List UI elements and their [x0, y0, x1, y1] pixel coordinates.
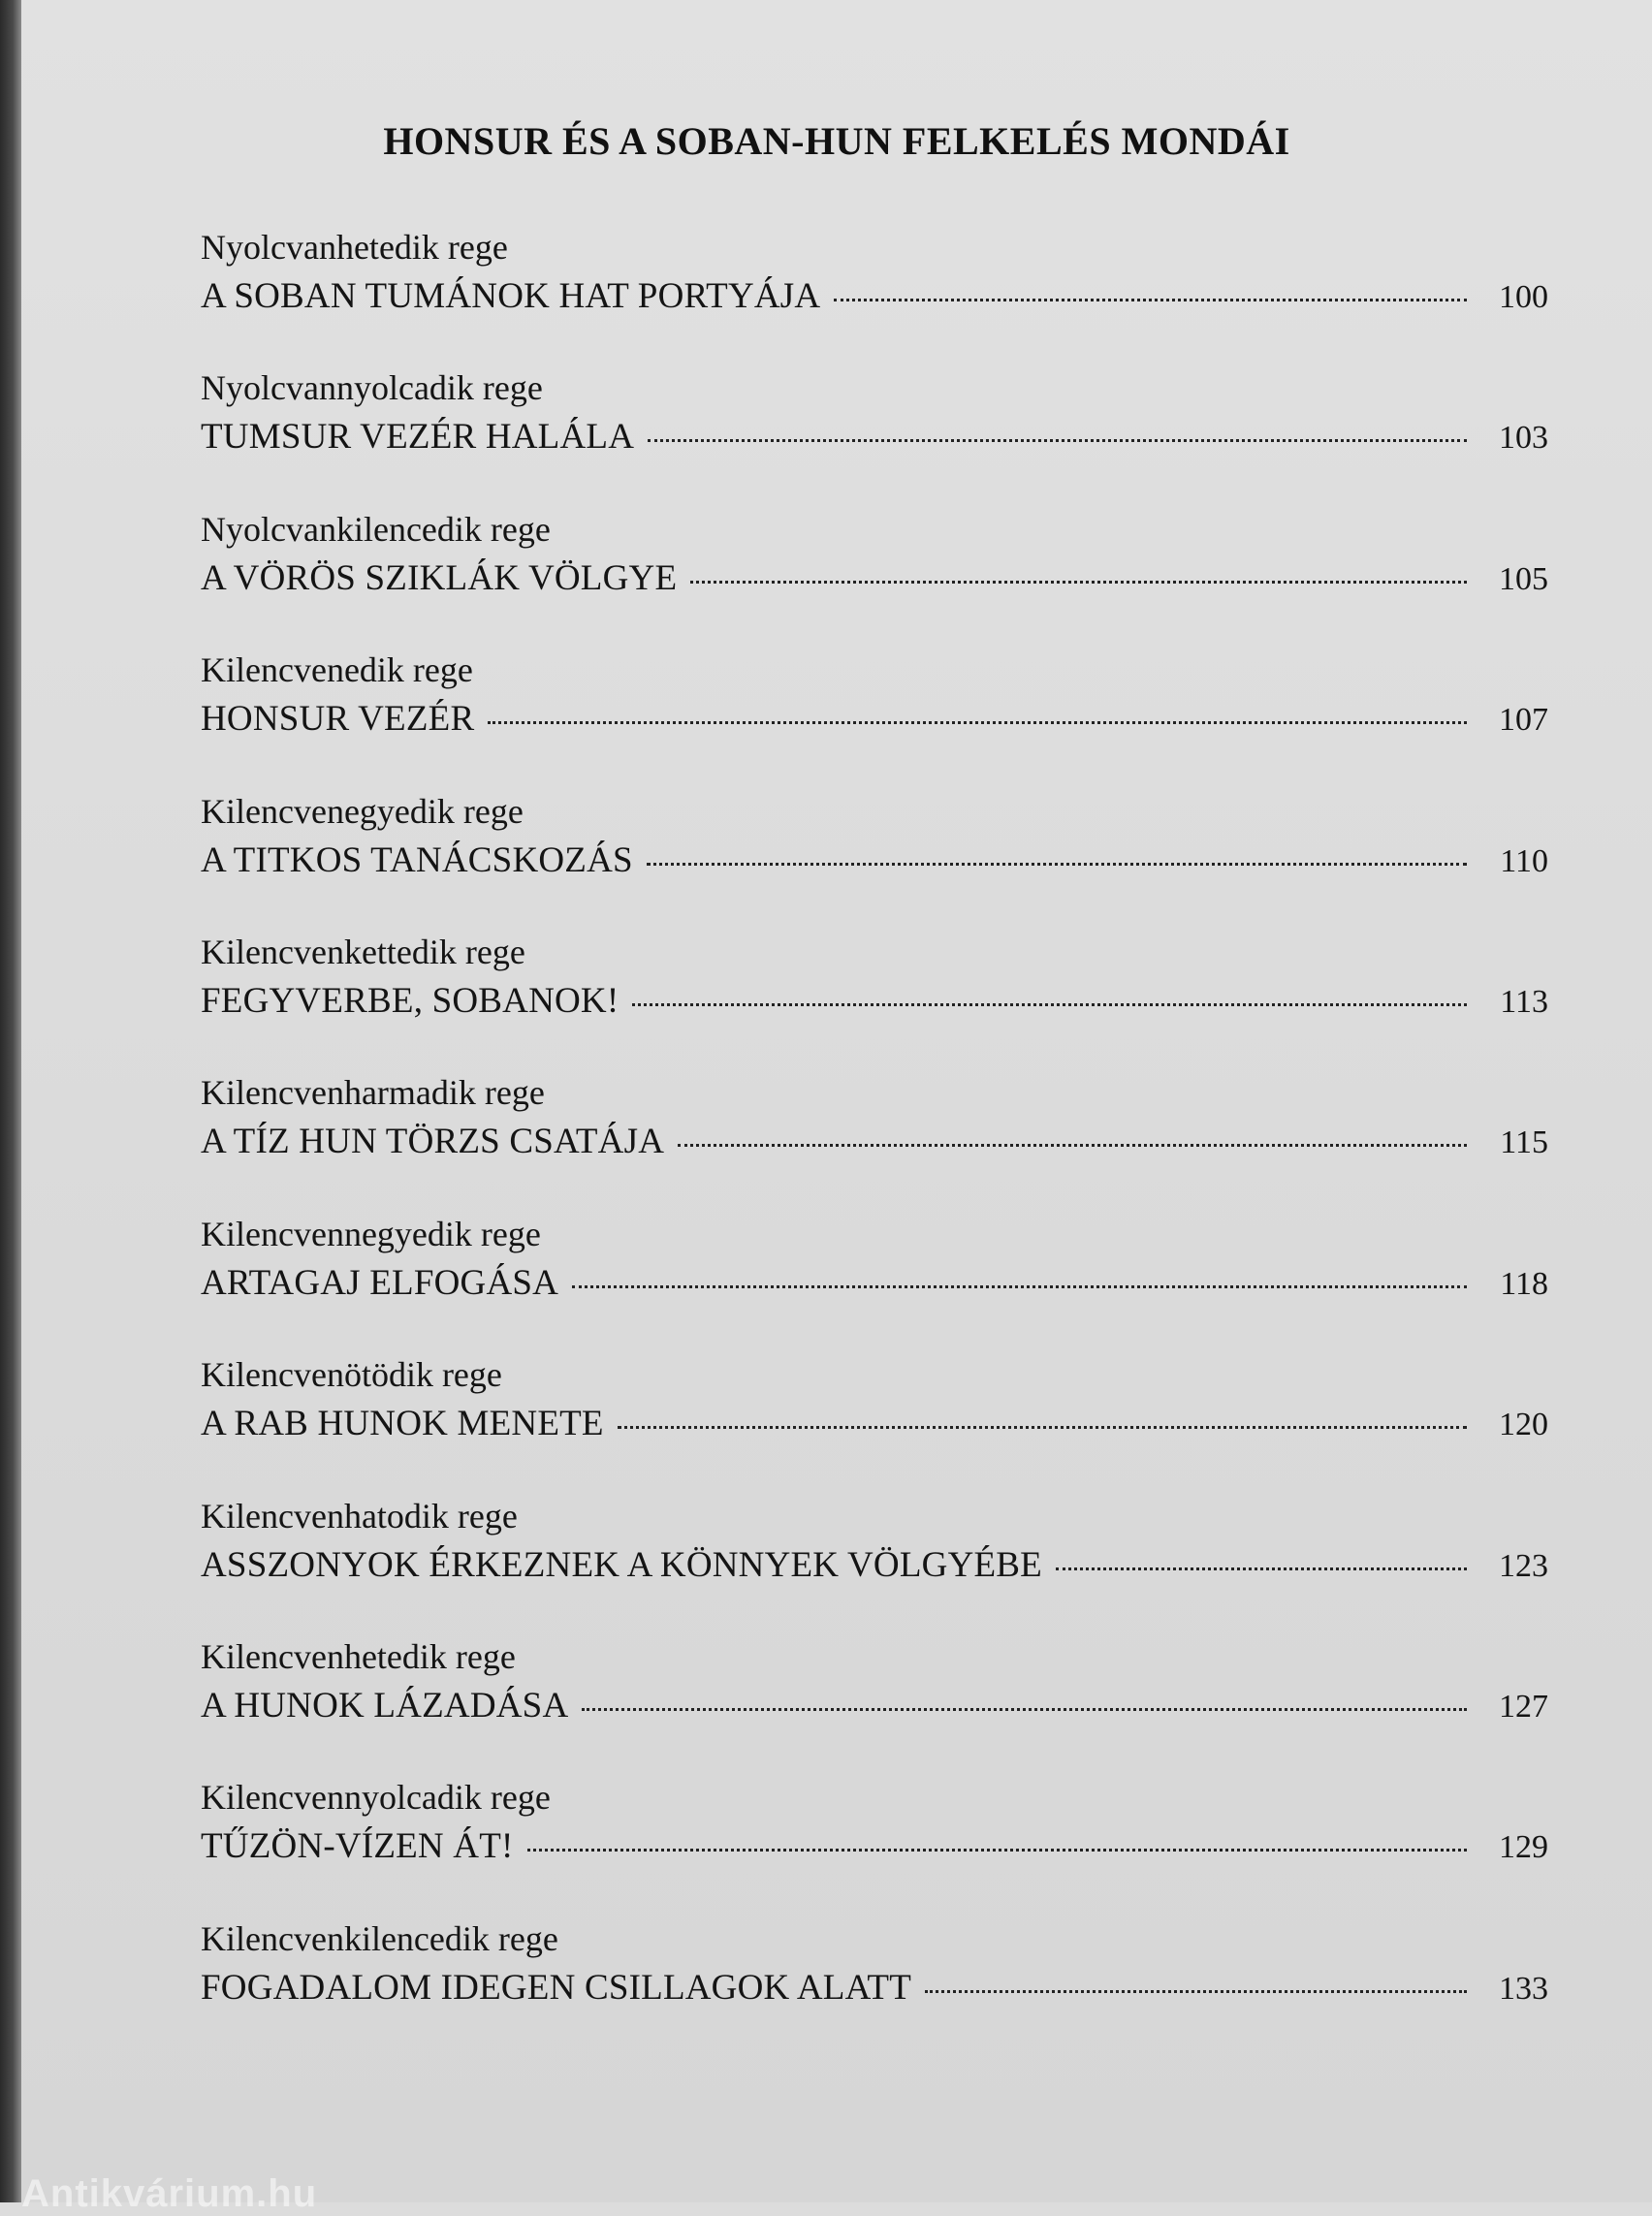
chapter-label: Kilencvenötödik rege [201, 1355, 502, 1395]
dot-leader [925, 1990, 1467, 1993]
table-of-contents [201, 223, 1548, 2055]
chapter-label: Kilencvennyolcadik rege [201, 1778, 551, 1818]
dot-leader [690, 581, 1467, 584]
entry-title-line [201, 1963, 1548, 2013]
toc-entry [201, 1350, 1548, 1491]
dot-leader [632, 1003, 1467, 1006]
entry-title: ARTAGAJ ELFOGÁSA [201, 1262, 559, 1303]
entry-title: A TITKOS TANÁCSKOZÁS [201, 839, 633, 880]
toc-entry [201, 1915, 1548, 2055]
toc-entry [201, 928, 1548, 1068]
entry-title: A RAB HUNOK MENETE [201, 1404, 604, 1444]
page-number: 127 [1499, 1688, 1548, 1725]
entry-title: A HUNOK LÁZADÁSA [201, 1685, 569, 1725]
book-spine-edge [0, 0, 21, 2202]
book-page [21, 0, 1652, 2215]
page-number: 100 [1499, 279, 1548, 315]
page-title: HONSUR ÉS A SOBAN-HUN FELKELÉS MONDÁI [383, 119, 1290, 163]
entry-title: A TÍZ HUN TÖRZS CSATÁJA [201, 1122, 665, 1162]
entry-title: TŰZÖN-VÍZEN ÁT! [201, 1826, 514, 1867]
chapter-label: Nyolcvankilencedik rege [201, 509, 551, 549]
dot-leader [582, 1708, 1467, 1711]
toc-entry [201, 1210, 1548, 1350]
entry-title-line [201, 976, 1548, 1027]
entry-title: FEGYVERBE, SOBANOK! [201, 980, 620, 1021]
dot-leader [834, 299, 1467, 301]
watermark-logo: Antikvárium.hu [21, 2172, 318, 2215]
entry-title-line [201, 1399, 1548, 1449]
toc-entry [201, 1632, 1548, 1773]
page-number: 118 [1500, 1265, 1548, 1302]
entry-title-line [201, 271, 1548, 322]
dot-leader [647, 863, 1467, 866]
entry-title-line [201, 554, 1548, 604]
entry-title: TUMSUR VEZÉR HALÁLA [201, 417, 635, 458]
page-number: 107 [1499, 702, 1548, 739]
entry-title-line [201, 1681, 1548, 1731]
toc-entry [201, 787, 1548, 928]
entry-title: FOGADALOM IDEGEN CSILLAGOK ALATT [201, 1967, 911, 2008]
dot-leader [648, 439, 1467, 442]
entry-title: HONSUR VEZÉR [201, 699, 475, 740]
entry-title-line [201, 1540, 1548, 1591]
page-number: 105 [1499, 560, 1548, 597]
chapter-label: Nyolcvanhetedik rege [201, 228, 508, 267]
page-number: 113 [1500, 983, 1548, 1020]
toc-entry [201, 1773, 1548, 1914]
toc-entry [201, 505, 1548, 646]
dot-leader [527, 1849, 1467, 1852]
dot-leader [1056, 1567, 1467, 1570]
toc-entry [201, 364, 1548, 504]
dot-leader [618, 1426, 1467, 1429]
page-number: 129 [1499, 1829, 1548, 1866]
entry-title-line [201, 1821, 1548, 1872]
entry-title: A SOBAN TUMÁNOK HAT PORTYÁJA [201, 276, 821, 316]
entry-title: A VÖRÖS SZIKLÁK VÖLGYE [201, 557, 678, 598]
chapter-label: Kilencvenkettedik rege [201, 932, 525, 971]
chapter-label: Nyolcvannyolcadik rege [201, 368, 543, 408]
entry-title-line [201, 1258, 1548, 1309]
page-number: 110 [1500, 842, 1548, 879]
page-number: 133 [1499, 1970, 1548, 2007]
page-number: 115 [1500, 1124, 1548, 1161]
chapter-label: Kilencvenedik rege [201, 650, 473, 690]
entry-title-line [201, 694, 1548, 744]
toc-entry [201, 1068, 1548, 1209]
entry-title-line [201, 1117, 1548, 1167]
chapter-label: Kilencvenhetedik rege [201, 1636, 516, 1676]
chapter-label: Kilencvenegyedik rege [201, 791, 524, 831]
entry-title: ASSZONYOK ÉRKEZNEK A KÖNNYEK VÖLGYÉBE [201, 1544, 1042, 1585]
chapter-label: Kilencvenhatodik rege [201, 1496, 518, 1535]
toc-entry [201, 223, 1548, 364]
toc-entry [201, 1492, 1548, 1632]
dot-leader [488, 721, 1467, 724]
chapter-label: Kilencvennegyedik rege [201, 1214, 541, 1253]
page-number: 123 [1499, 1547, 1548, 1584]
page-number: 120 [1499, 1407, 1548, 1443]
dot-leader [572, 1285, 1467, 1288]
entry-title-line [201, 836, 1548, 886]
chapter-label: Kilencvenkilencedik rege [201, 1918, 558, 1958]
chapter-label: Kilencvenharmadik rege [201, 1073, 545, 1113]
dot-leader [678, 1144, 1467, 1147]
entry-title-line [201, 412, 1548, 462]
page-number: 103 [1499, 420, 1548, 457]
toc-entry [201, 646, 1548, 786]
